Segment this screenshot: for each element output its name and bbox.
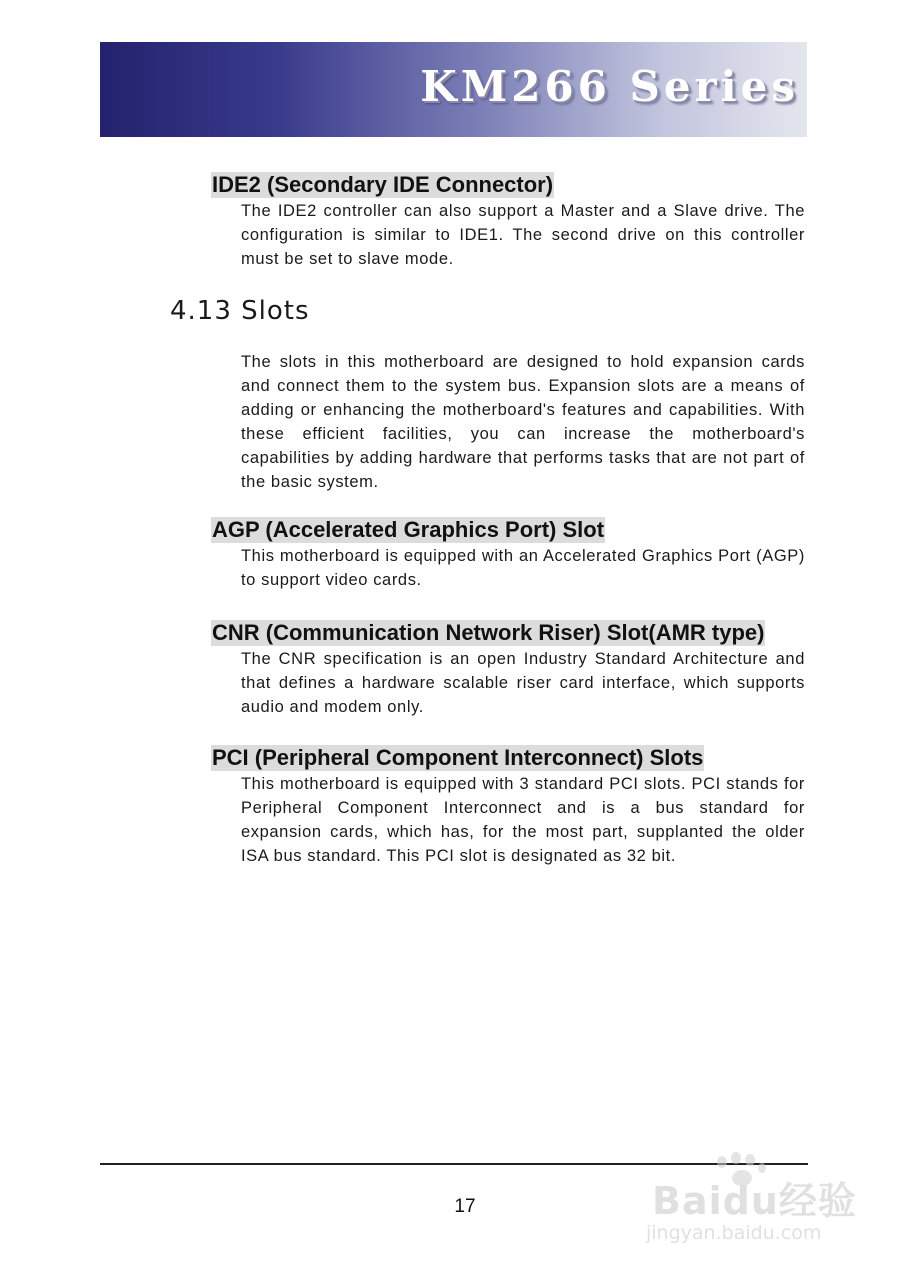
ide2-paragraph: The IDE2 controller can also support a Master and a Slave drive. The configuration is similar to IDE1. The second drive on this controller must be set to slave mode.	[241, 202, 805, 268]
pci-heading: PCI (Peripheral Component Interconnect) Slots	[212, 745, 704, 770]
pci-paragraph: This motherboard is equipped with 3 standard PCI slots. PCI stands for Peripheral Component Interconnect and is a bus standard for expansion cards, which has, for the most part, supplanted the older ISA bus standard. This PCI slot is designated as 32 bit.	[241, 775, 805, 865]
cnr-heading: CNR (Communication Network Riser) Slot(AMR type)	[212, 620, 765, 645]
series-title: KM266 Series	[420, 62, 799, 111]
header-banner	[100, 42, 807, 137]
page-number: 17	[454, 1196, 476, 1217]
slots-section-title: 4.13 Slots	[170, 296, 310, 326]
cnr-paragraph: The CNR specification is an open Industry Standard Architecture and that defines a hardware scalable riser card interface, which supports audio and modem only.	[241, 650, 805, 716]
watermark-brand: Baidu经验	[652, 1179, 857, 1223]
baidu-watermark	[640, 1150, 860, 1250]
watermark-url: jingyan.baidu.com	[646, 1222, 822, 1244]
slots-paragraph: The slots in this motherboard are designed to hold expansion cards and connect them to the system bus. Expansion slots are a means of adding or enhancing the motherboard's features and capabilities. With these efficient facilities, you can increase the motherboard's capabilities by adding hardware that performs tasks that are not part of the basic system.	[241, 353, 805, 491]
ide2-heading: IDE2 (Secondary IDE Connector)	[212, 172, 554, 197]
agp-heading: AGP (Accelerated Graphics Port) Slot	[212, 517, 605, 542]
agp-paragraph: This motherboard is equipped with an Accelerated Graphics Port (AGP) to support video cards.	[241, 547, 805, 589]
